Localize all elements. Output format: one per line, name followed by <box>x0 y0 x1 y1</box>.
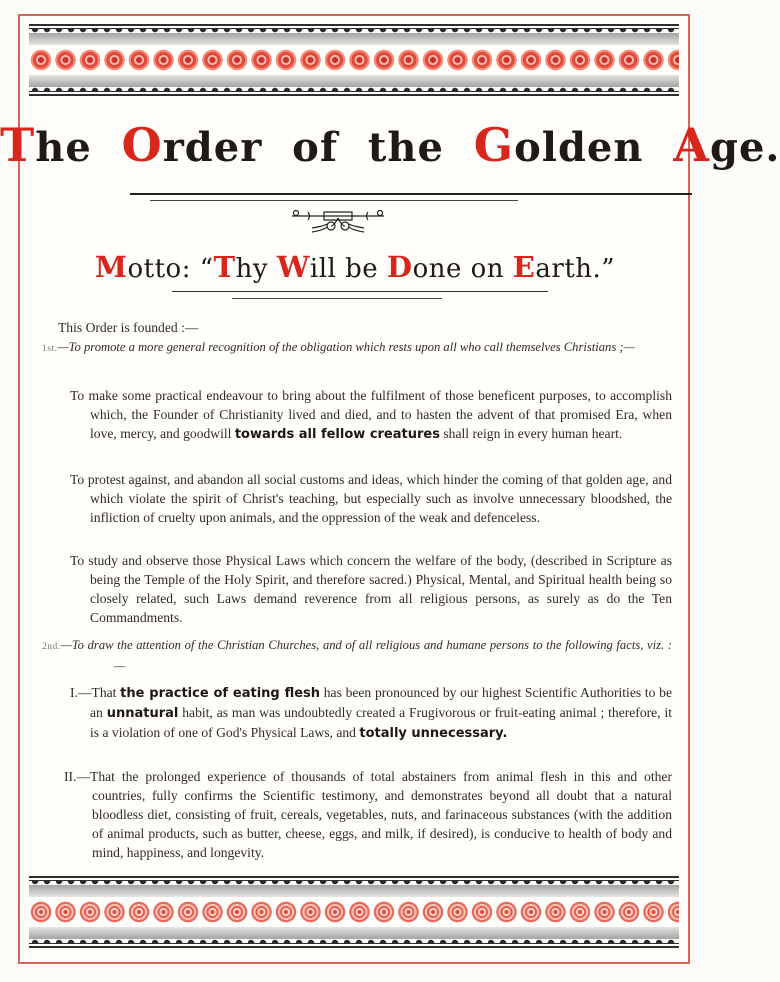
title-divider <box>130 193 692 195</box>
section-first-item: To make some practical endeavour to bring about the fulfilment of those beneficent purposes, to accomplish which, the Founder of Christianity lived and died, and to hasten the advent of that promised Era, when love, mercy, and goodwill towards all fellow creatures shall reign in every human heart. <box>70 388 672 442</box>
motto: Motto: “Thy Will be Done on Earth.” <box>94 250 616 284</box>
scallop-row-icon <box>29 29 679 45</box>
border-rule <box>29 94 679 96</box>
title-initial: O <box>121 118 163 172</box>
section-second-item: I.—That the practice of eating flesh has been pronounced by our highest Scientific Authorities to be an unnatural habit, as man was undoubtedly created a Frugivorous or fruit-eating animal ; therefore, it is a violation of one of God's Physical Laws, and totally unnecessary. <box>70 685 672 741</box>
title-initial: G <box>473 118 515 172</box>
title-initial: A <box>673 118 710 172</box>
scallop-row-icon <box>29 75 679 91</box>
intro-text: This Order is founded :— <box>58 320 199 335</box>
section-second-heading: 2nd.—To draw the attention of the Christian Churches, and of all religious and humane persons to the following facts, viz. :— <box>42 638 672 673</box>
motto-divider <box>232 298 442 299</box>
emphasis: towards all fellow creatures <box>234 427 440 442</box>
rosette-row-icon <box>29 47 679 73</box>
emphasis: the practice of eating flesh <box>120 686 321 701</box>
border-rule <box>29 946 679 948</box>
emphasis: unnatural <box>106 706 179 721</box>
title-divider <box>150 200 518 201</box>
top-ornamental-border <box>29 24 679 102</box>
emphasis: totally unnecessary. <box>359 726 508 741</box>
section-first-item: To study and observe those Physical Laws which concern the welfare of the body, (described in Scripture as being the Temple of the Holy Spirit, and therefore sacred.) Physical, Mental, and Spiritual health being so closely related, such Laws demand reverence from all religious persons, as surely as do the Ten Commandments. <box>70 553 672 625</box>
motto-divider <box>172 291 548 292</box>
section-first-heading: 1st.—To promote a more general recognition of the obligation which rests upon all who call themselves Christians ;— <box>42 340 635 354</box>
section-second-item: II.—That the prolonged experience of thousands of total abstainers from animal flesh in this and other countries, fully confirms the Scientific testimony, and demonstrates beyond all doubt that a natural bloodless diet, consisting of fruit, cereals, vegetables, nuts, and farinaceous substances (with the addition of animal products, such as butter, cheese, eggs, and milk, if desired), is conducive to health of body and mind, happiness, and longevity. <box>64 769 672 860</box>
flourish-ornament-icon <box>288 206 388 236</box>
bottom-ornamental-border <box>29 876 679 954</box>
page-title: The Order of the Golden Age. <box>0 118 780 172</box>
rosette-row-icon <box>29 899 679 925</box>
title-initial: T <box>0 118 36 172</box>
scallop-row-icon <box>29 881 679 897</box>
scallop-row-icon <box>29 927 679 943</box>
section-first-item: To protest against, and abandon all social customs and ideas, which hinder the coming of that golden age, and which violate the spirit of Christ's teaching, but especially such as involve unnecessary bloodshed, the infliction of cruelty upon animals, and the oppression of the weak and defenceless. <box>70 472 672 525</box>
